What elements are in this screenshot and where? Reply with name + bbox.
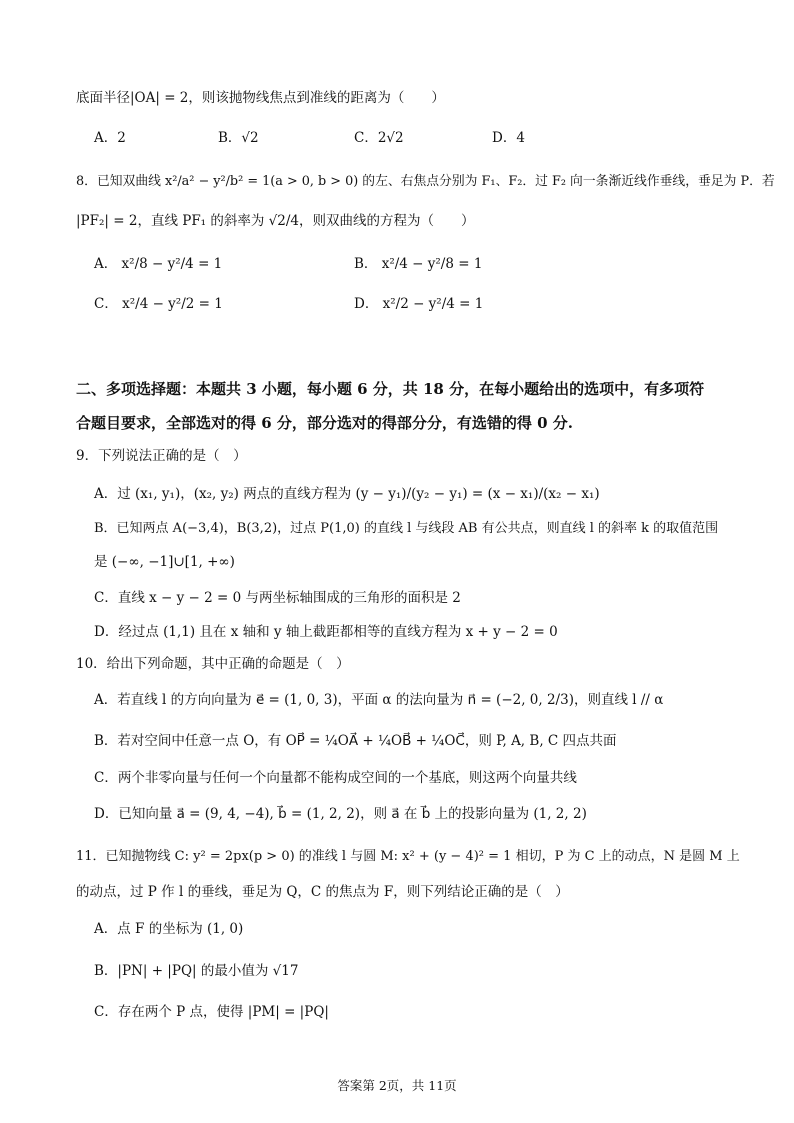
q8-stem-line2: |PF₂| = 2，直线 PF₁ 的斜率为 √2/4，则双曲线的方程为（ ） bbox=[76, 213, 475, 229]
q8-option-a: A． x²/8 − y²/4 = 1 bbox=[94, 256, 223, 272]
q8-option-d: D． x²/2 − y²/4 = 1 bbox=[354, 296, 484, 312]
q7-option-c: C．2√2 bbox=[354, 130, 404, 146]
q11-option-b: B．|PN| + |PQ| 的最小值为 √17 bbox=[94, 963, 299, 979]
q9-option-b-line1: B．已知两点 A(−3,4)，B(3,2)，过点 P(1,0) 的直线 l 与线段 AB 有公共点，则直线 l 的斜率 k 的取值范围 bbox=[94, 521, 719, 536]
q10-option-a: A．若直线 l 的方向向量为 e⃗ = (1, 0, 3)，平面 α 的法向量为 n⃗ = (−2, 0, 2/3)，则直线 l // α bbox=[94, 692, 664, 708]
q10-option-b: B．若对空间中任意一点 O，有 OP⃗ = ¼OA⃗ + ¼OB⃗ + ¼OC⃗，则 P, A, B, C 四点共面 bbox=[94, 733, 617, 749]
q9-option-c: C．直线 x − y − 2 = 0 与两坐标轴围成的三角形的面积是 2 bbox=[94, 590, 461, 606]
q11-option-c: C．存在两个 P 点，使得 |PM| = |PQ| bbox=[94, 1004, 329, 1020]
q7-option-a: A．2 bbox=[94, 130, 126, 146]
q7-stem-continued: 底面半径|OA| = 2，则该抛物线焦点到准线的距离为（ ） bbox=[76, 90, 445, 106]
q10-option-d: D．已知向量 a⃗ = (9, 4, −4), b⃗ = (1, 2, 2)，则 a⃗ 在 b⃗ 上的投影向量为 (1, 2, 2) bbox=[94, 806, 587, 822]
q8-option-b: B． x²/4 − y²/8 = 1 bbox=[354, 256, 483, 272]
q8-stem-line1: 8．已知双曲线 x²/a² − y²/b² = 1(a > 0, b > 0) 的左、右焦点分别为 F₁、F₂．过 F₂ 向一条渐近线作垂线，垂足为 P．若 bbox=[76, 174, 775, 189]
q9-stem: 9．下列说法正确的是（ ） bbox=[76, 448, 247, 464]
q9-option-b-line2: 是 (−∞, −1]∪[1, +∞) bbox=[94, 554, 235, 570]
q10-stem: 10．给出下列命题，其中正确的命题是（ ） bbox=[76, 656, 350, 672]
q8-option-c: C． x²/4 − y²/2 = 1 bbox=[94, 296, 223, 312]
section-2-heading-line1: 二、多项选择题：本题共 3 小题，每小题 6 分，共 18 分，在每小题给出的选项中，有多项符 bbox=[76, 380, 705, 398]
q11-stem-line2: 的动点，过 P 作 l 的垂线，垂足为 Q，C 的焦点为 F，则下列结论正确的是（ ） bbox=[76, 884, 569, 900]
q10-option-c: C．两个非零向量与任何一个向量都不能构成空间的一个基底，则这两个向量共线 bbox=[94, 770, 577, 786]
q7-option-d: D．4 bbox=[492, 130, 525, 146]
section-2-heading-line2: 合题目要求，全部选对的得 6 分，部分选对的得部分分，有选错的得 0 分. bbox=[76, 414, 573, 432]
q11-option-a: A．点 F 的坐标为 (1, 0) bbox=[94, 921, 244, 937]
page-footer: 答案第 2页，共 11页 bbox=[337, 1078, 457, 1093]
q9-option-a: A．过 (x₁, y₁)，(x₂, y₂) 两点的直线方程为 (y − y₁)/(y₂ − y₁) = (x − x₁)/(x₂ − x₁) bbox=[94, 486, 600, 502]
q9-option-d: D．经过点 (1,1) 且在 x 轴和 y 轴上截距都相等的直线方程为 x + y − 2 = 0 bbox=[94, 624, 558, 640]
q11-stem-line1: 11．已知抛物线 C: y² = 2px(p > 0) 的准线 l 与圆 M: x² + (y − 4)² = 1 相切，P 为 C 上的动点，N 是圆 M 上 bbox=[76, 849, 740, 864]
q7-option-b: B．√2 bbox=[218, 130, 259, 146]
